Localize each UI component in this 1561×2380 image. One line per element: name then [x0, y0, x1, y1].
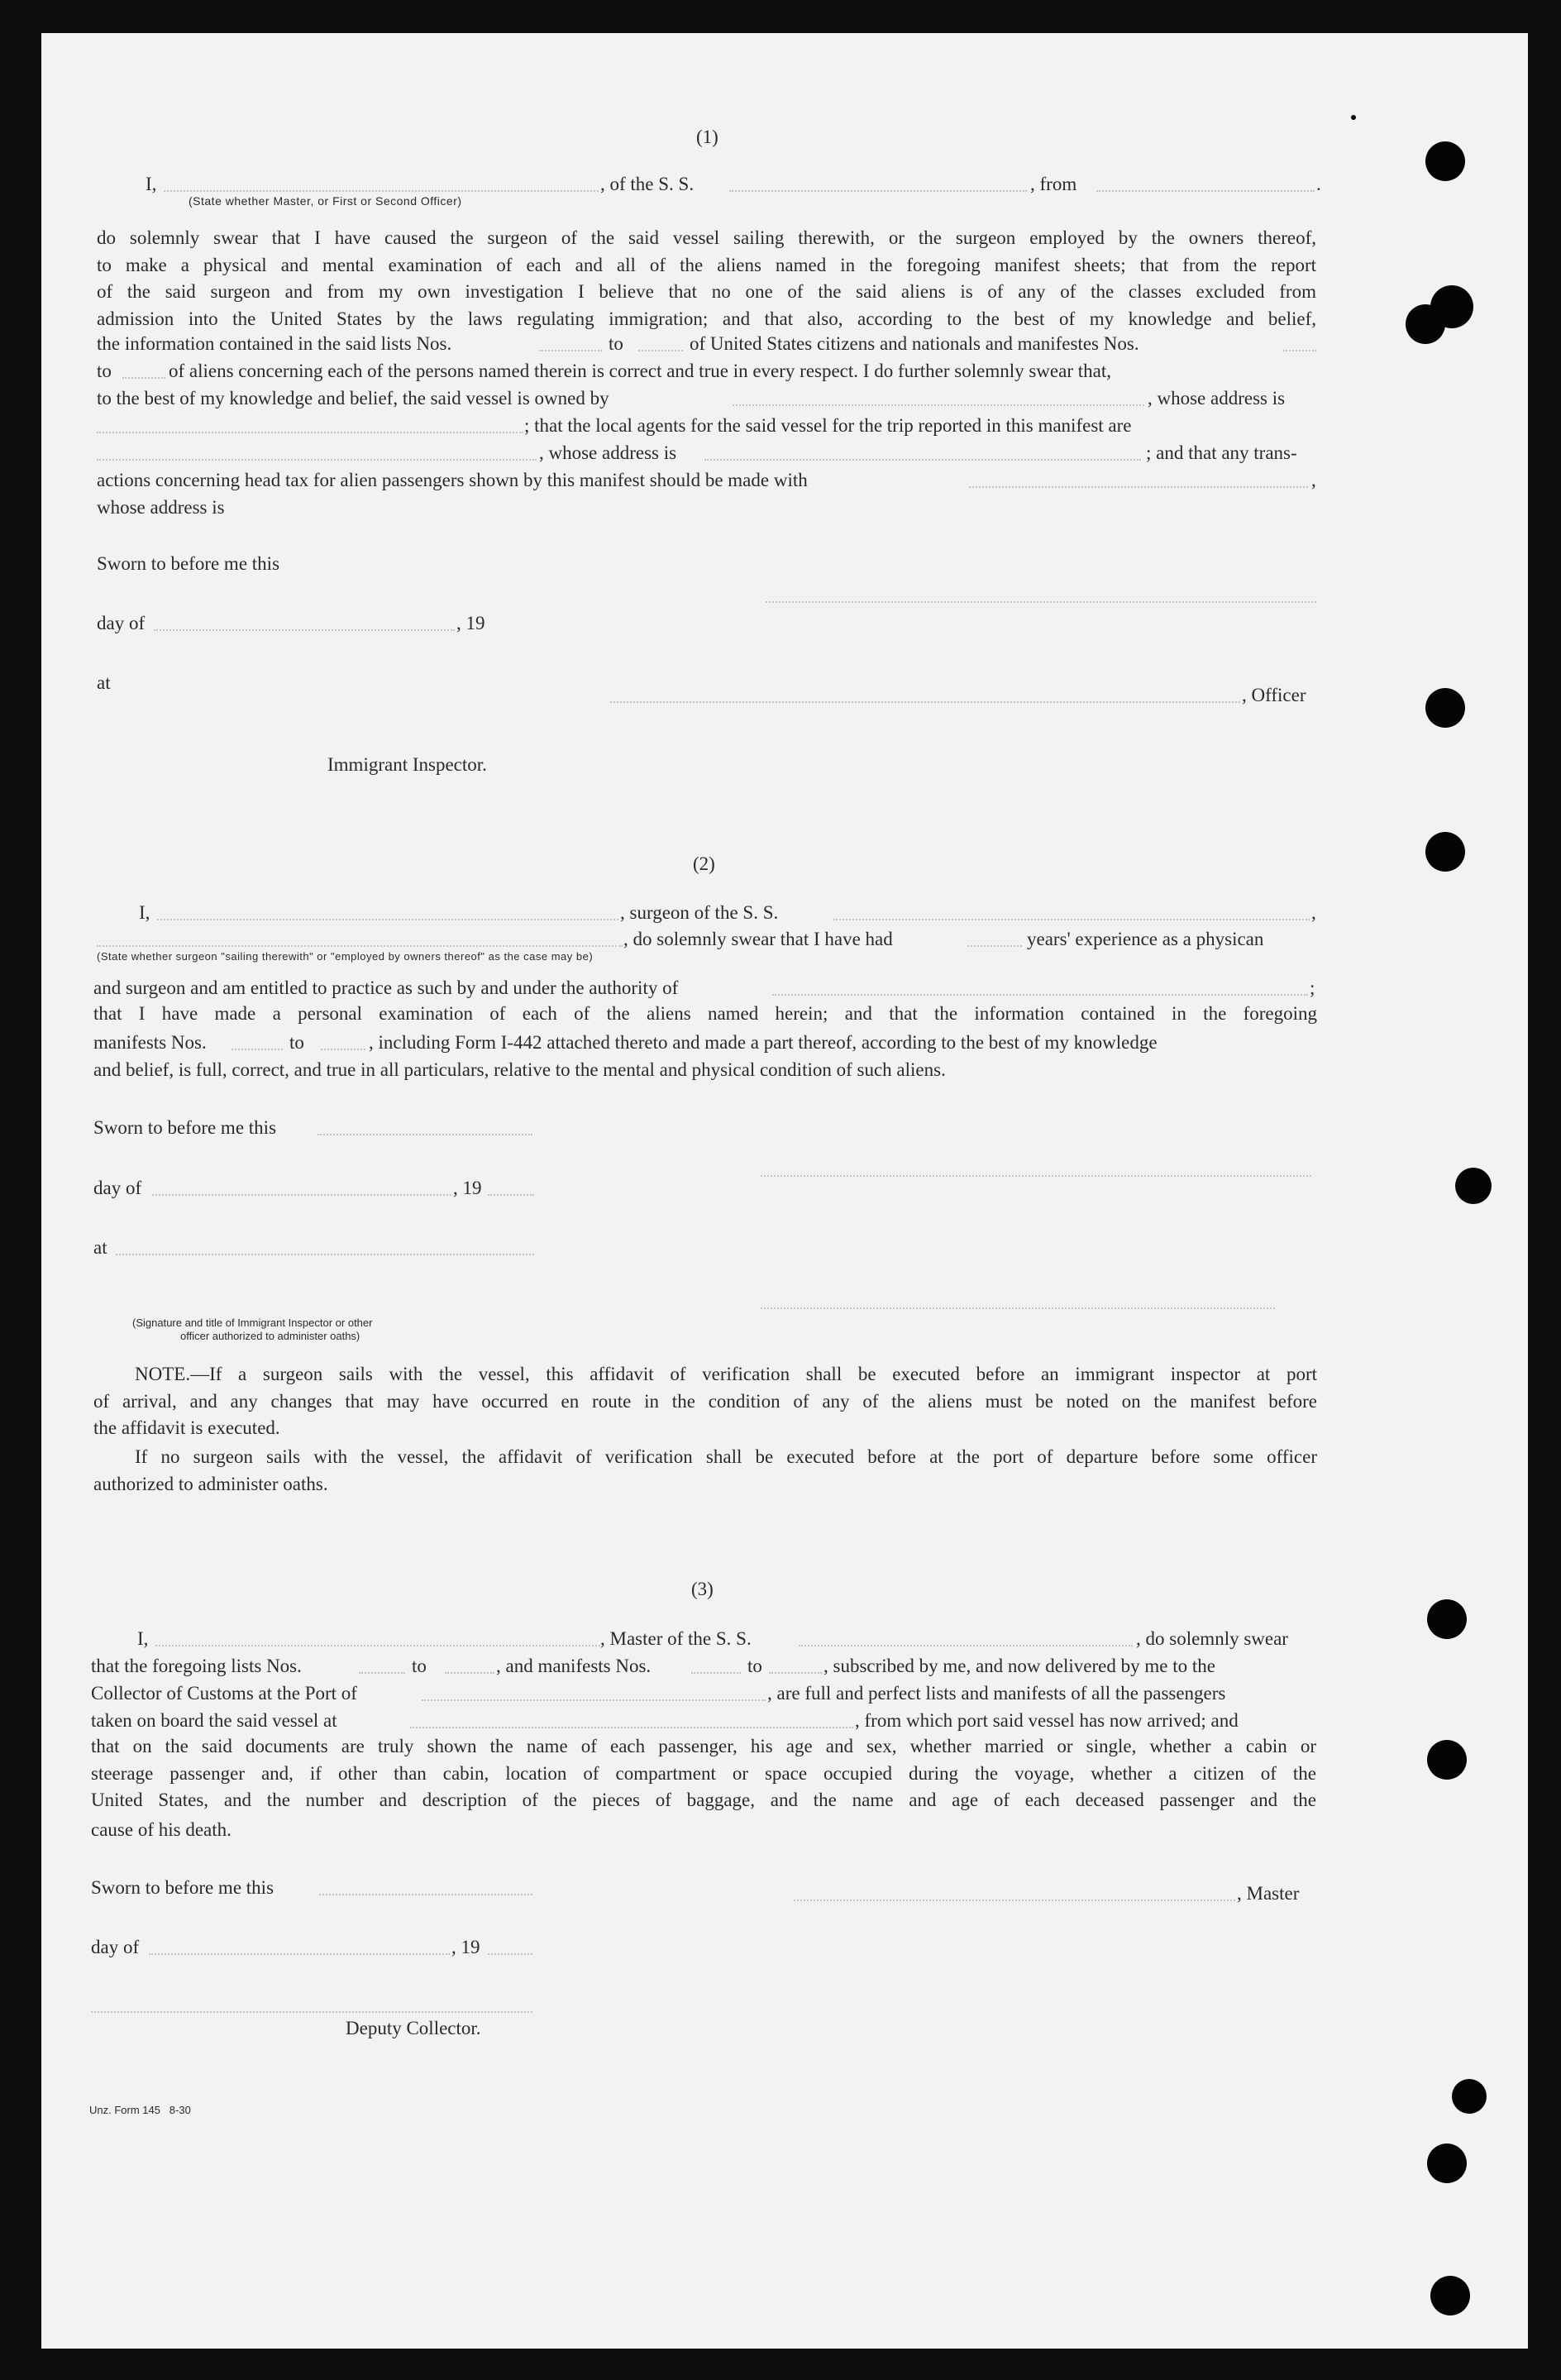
master-vessel-field[interactable] [799, 1645, 1133, 1646]
punch-hole [1455, 1168, 1492, 1204]
day-of-field[interactable] [152, 1194, 451, 1196]
sworn-label: Sworn to before me this [91, 1877, 274, 1898]
day-of-field[interactable] [149, 1953, 450, 1955]
foregoing-lists-label: that the foregoing lists Nos. [91, 1656, 302, 1676]
surgeon-name-field[interactable] [157, 919, 618, 920]
punch-hole [1452, 2079, 1487, 2114]
master-name-field[interactable] [155, 1645, 600, 1646]
vessel-owner-field[interactable] [733, 404, 1144, 406]
whose-address-label: , whose address is [1148, 388, 1286, 409]
examination-line: that I have made a personal examination of each of the aliens named herein; and that the information contained in the foregoing [93, 1003, 1317, 1024]
form-number: Unz. Form 145 8-30 [89, 2104, 191, 2116]
surgeon-manifests-to-field[interactable] [321, 1049, 365, 1050]
examination-text [93, 1001, 1317, 1028]
surgeon-note: (State whether surgeon "sailing therewith" or "employed by owners thereof" as the case may be) [97, 950, 594, 963]
year-label: , 19 [451, 1937, 480, 1957]
line-end-semicolon: ; [1310, 977, 1315, 998]
manifests-nos-label: manifests Nos. [93, 1032, 207, 1053]
collector-port-label: Collector of Customs at the Port of [91, 1683, 357, 1704]
embarkation-port-field[interactable] [410, 1727, 853, 1728]
agent-address-label: , whose address is [539, 442, 677, 463]
year-label: , 19 [456, 613, 485, 633]
vessel-name-field[interactable] [729, 190, 1027, 192]
inspector-signature-line-1[interactable] [761, 1175, 1311, 1177]
whose-address-label: whose address is [97, 497, 225, 518]
lists-to-field[interactable] [638, 350, 683, 351]
officer-signature-line-1[interactable] [766, 601, 1316, 603]
place-field[interactable] [116, 1254, 534, 1255]
sworn-label: Sworn to before me this [93, 1117, 277, 1138]
master-of-ss-label: , Master of the S. S. [600, 1628, 752, 1649]
punch-hole [1425, 141, 1465, 181]
line-end-period: . [1316, 174, 1321, 194]
oath-line: United States, and the number and description of the pieces of baggage, and the name and age of each deceased passenger and the [91, 1790, 1316, 1810]
full-lists-text: , are full and perfect lists and manifests of all the passengers [767, 1683, 1226, 1704]
master-label: , Master [1237, 1883, 1300, 1904]
day-of-label: day of [93, 1178, 142, 1198]
officer-name-field[interactable] [164, 190, 599, 192]
signature-note-line-1: (Signature and title of Immigrant Inspector or other [132, 1317, 373, 1329]
punch-hole [1427, 1740, 1467, 1780]
punch-hole [1427, 1599, 1467, 1639]
punch-hole [1430, 2276, 1470, 2315]
officer-label: , Officer [1242, 685, 1306, 705]
manifests-to-field[interactable] [769, 1672, 822, 1674]
punch-hole [1351, 115, 1356, 120]
note-line: the affidavit is executed. [93, 1417, 280, 1438]
subscribed-text: , subscribed by me, and now delivered by me to the [823, 1656, 1215, 1676]
inspector-title: Immigrant Inspector. [327, 754, 487, 775]
manifests-from-field[interactable] [1283, 350, 1316, 351]
citizens-manifests-label: of United States citizens and nationals and manifestes Nos. [690, 333, 1139, 354]
surgeon-status-field[interactable] [97, 945, 623, 947]
punch-hole [1406, 304, 1445, 344]
aliens-concerning-text: of aliens concerning each of the persons named therein is correct and true in every respect. I do further solemnly swear that, [169, 361, 1111, 381]
from-label: , from [1030, 174, 1077, 194]
day-of-label: day of [97, 613, 146, 633]
line-end-comma: , [1311, 902, 1316, 923]
collector-title: Deputy Collector. [346, 2018, 481, 2038]
collector-signature-field[interactable] [91, 2011, 532, 2013]
local-agents-field[interactable] [97, 459, 537, 461]
note-line: NOTE.—If a surgeon sails with the vessel, this affidavit of verification shall be executed before an immigrant inspector at port [135, 1364, 1317, 1384]
line-end-comma: , [1311, 470, 1316, 490]
punch-hole [1425, 832, 1465, 872]
oath-line: to make a physical and mental examination of each and all of the aliens named in the foregoing manifest sheets; that from the report [97, 254, 1316, 275]
oath-line: steerage passenger and, if other than cabin, location of compartment or space occupied during the voyage, whether a citizen of the [91, 1762, 1316, 1784]
year-field[interactable] [488, 1953, 532, 1955]
oath-line: of the said surgeon and from my own investigation I believe that no one of the said aliens is of any of the classes excluded from [97, 281, 1316, 302]
arrival-port-field[interactable] [422, 1699, 766, 1701]
oath-line: admission into the United States by the laws regulating immigration; and that also, according to the best of my knowledge and belief, [97, 308, 1316, 329]
owner-address-field[interactable] [97, 432, 523, 433]
surgeon-of-ss-label: , surgeon of the S. S. [620, 902, 779, 923]
master-signature-field[interactable] [794, 1900, 1235, 1901]
note-line: authorized to administer oaths. [93, 1473, 328, 1494]
at-label: at [93, 1237, 107, 1258]
manifests-from-field[interactable] [691, 1672, 741, 1674]
signature-note-line-2: officer authorized to administer oaths) [180, 1330, 360, 1342]
officer-signature-field[interactable] [610, 701, 1240, 703]
oath-line: do solemnly swear that I have caused the surgeon of the said vessel sailing therewith, or the surgeon employed by the owners thereof, [97, 227, 1316, 248]
surgeon-manifests-from-field[interactable] [232, 1049, 283, 1050]
to-label: to [97, 361, 112, 381]
local-agents-label: ; that the local agents for the said vessel for the trip reported in this manifest are [524, 415, 1132, 436]
cause-of-death-text: cause of his death. [91, 1819, 232, 1840]
and-manifests-label: , and manifests Nos. [496, 1656, 652, 1676]
year-label: , 19 [453, 1178, 482, 1198]
punch-hole [1427, 2143, 1467, 2183]
form-i442-text: , including Form I-442 attached thereto and made a part thereof, according to the best of my knowledge [369, 1032, 1158, 1053]
section-3-oath-text [91, 1733, 1316, 1814]
section-3-number: (3) [691, 1579, 714, 1599]
lists-from-field[interactable] [359, 1672, 405, 1674]
surgeon-vessel-field[interactable] [833, 919, 1310, 920]
years-experience-label: years' experience as a physican [1027, 929, 1264, 949]
year-field[interactable] [488, 1194, 534, 1196]
solemnly-swear-label: , do solemnly swear that I have had [623, 929, 893, 949]
head-tax-contact-field[interactable] [969, 486, 1308, 488]
section-1-i: I, [146, 174, 157, 194]
belief-text: and belief, is full, correct, and true in all particulars, relative to the mental and physical condition of such aliens. [93, 1059, 946, 1080]
to-label: to [289, 1032, 304, 1053]
to-label: to [412, 1656, 427, 1676]
authority-field[interactable] [772, 994, 1308, 996]
oath-line: that on the said documents are truly shown the name of each passenger, his age and sex, whether married or single, whether a cabin or [91, 1736, 1316, 1756]
note-line: of arrival, and any changes that may have occurred en route in the condition of any of the aliens must be noted on the manifest before [93, 1390, 1317, 1412]
departure-port-field[interactable] [1096, 190, 1315, 192]
officer-note: (State whether Master, or First or Second Officer) [189, 194, 462, 208]
to-label: to [609, 333, 623, 354]
note-text-2 [93, 1444, 1317, 1498]
note-line: If no surgeon sails with the vessel, the affidavit of verification shall be executed before at the port of departure before some officer [135, 1446, 1317, 1467]
owned-by-label: to the best of my knowledge and belief, the said vessel is owned by [97, 388, 609, 409]
day-of-field[interactable] [154, 629, 455, 631]
sworn-date-field[interactable] [317, 1134, 532, 1135]
at-label: at [97, 672, 111, 693]
day-of-label: day of [91, 1937, 140, 1957]
punch-hole [1425, 688, 1465, 728]
transactions-label: ; and that any trans- [1146, 442, 1297, 463]
inspector-signature-line-2[interactable] [761, 1307, 1275, 1309]
lists-from-field[interactable] [539, 350, 602, 351]
lists-nos-label: the information contained in the said lists Nos. [97, 333, 452, 354]
agent-address-field[interactable] [704, 459, 1141, 461]
sworn-label: Sworn to before me this [97, 553, 280, 574]
lists-to-field[interactable] [445, 1672, 494, 1674]
manifests-to-field[interactable] [122, 377, 165, 379]
solemnly-swear-label: , do solemnly swear [1136, 1628, 1288, 1649]
section-1-oath-text [97, 225, 1316, 332]
arrived-text: , from which port said vessel has now arrived; and [855, 1710, 1239, 1731]
section-2-i: I, [139, 902, 150, 923]
section-1-number: (1) [696, 127, 718, 147]
note-text [93, 1361, 1317, 1442]
taken-on-board-label: taken on board the said vessel at [91, 1710, 337, 1731]
authority-label: and surgeon and am entitled to practice as such by and under the authority of [93, 977, 679, 998]
of-the-ss-label: , of the S. S. [600, 174, 695, 194]
to-label: to [747, 1656, 762, 1676]
section-3-i: I, [137, 1628, 149, 1649]
sworn-date-field[interactable] [319, 1894, 532, 1895]
section-2-number: (2) [693, 853, 715, 874]
head-tax-label: actions concerning head tax for alien passengers shown by this manifest should be made with [97, 470, 808, 490]
years-experience-field[interactable] [967, 945, 1022, 947]
